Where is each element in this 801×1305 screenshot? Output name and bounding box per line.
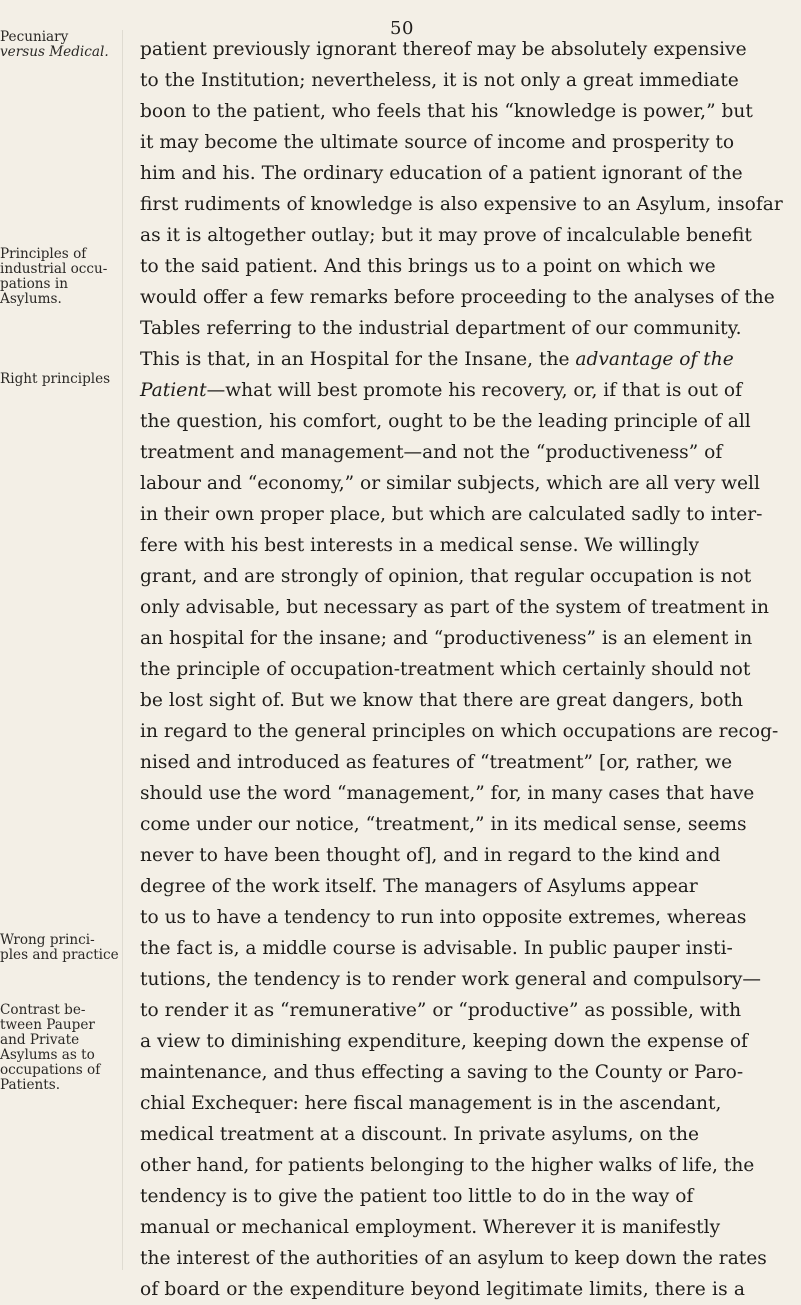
text-line: degree of the work itself. The managers of Asylums appear	[140, 876, 698, 897]
text-line: Tables referring to the industrial department of our community.	[140, 318, 742, 339]
text-line: would offer a few remarks before proceeding to the analyses of the	[140, 287, 775, 308]
text-line: tutions, the tendency is to render work general and compulsory—	[140, 969, 762, 990]
text-line: grant, and are strongly of opinion, that regular occupation is not	[140, 566, 752, 587]
text-line: first rudiments of knowledge is also expensive to an Asylum, insofar	[140, 194, 783, 215]
text-line: to the Institution; nevertheless, it is not only a great immediate	[140, 70, 739, 91]
text-line: the question, his comfort, ought to be the leading principle of all	[140, 411, 751, 432]
margin-note-line: ples and practice	[0, 947, 119, 963]
text-line: maintenance, and thus effecting a saving to the County or Paro-	[140, 1062, 744, 1083]
margin-note-line: occupations of	[0, 1062, 101, 1078]
margin-note-line: Right principles	[0, 371, 111, 387]
text-line: to render it as “remunerative” or “productive” as possible, with	[140, 1000, 742, 1021]
text-line: to the said patient. And this brings us to a point on which we	[140, 256, 716, 277]
text-line: manual or mechanical employment. Wherever it is manifestly	[140, 1217, 721, 1238]
margin-note-line: Asylums as to	[0, 1047, 95, 1063]
text-line: the interest of the authorities of an asylum to keep down the rates	[140, 1248, 767, 1269]
text-line: chial Exchequer: here fiscal management is in the ascendant,	[140, 1093, 722, 1114]
margin-note-line: Wrong princi-	[0, 932, 95, 948]
text-line: treatment and management—and not the “productiveness” of	[140, 442, 723, 463]
margin-note-line: tween Pauper	[0, 1017, 95, 1033]
text-line: in regard to the general principles on which occupations are recog-	[140, 721, 779, 742]
margin-note-wrong-principles	[0, 933, 122, 963]
margin-note-line: Patients.	[0, 1077, 61, 1093]
margin-note-right-principles	[0, 372, 122, 387]
margin-note-line: Principles of	[0, 246, 87, 262]
text-line: him and his. The ordinary education of a patient ignorant of the	[140, 163, 743, 184]
text-line: only advisable, but necessary as part of the system of treatment in	[140, 597, 769, 618]
text-line: fere with his best interests in a medical sense. We willingly	[140, 535, 699, 556]
margin-note-principles	[0, 247, 122, 307]
margin-note-line: and Private	[0, 1032, 80, 1048]
margin-note-pecuniary	[0, 30, 122, 60]
text-line: come under our notice, “treatment,” in its medical sense, seems	[140, 814, 747, 835]
text-line: as it is altogether outlay; but it may prove of incalculable benefit	[140, 225, 752, 246]
text-line: in their own proper place, but which are calculated sadly to inter-	[140, 504, 763, 525]
text-line: be lost sight of. But we know that there are great dangers, both	[140, 690, 743, 711]
body-text	[140, 34, 785, 1305]
text-line: the fact is, a middle course is advisable. In public pauper insti-	[140, 938, 733, 959]
text-line: of board or the expenditure beyond legitimate limits, there is a	[140, 1279, 746, 1300]
margin-note-line: versus Medical.	[0, 44, 109, 60]
margin-note-line: Pecuniary	[0, 29, 69, 45]
text-line: nised and introduced as features of “treatment” [or, rather, we	[140, 752, 733, 773]
text-line: Patient—what will best promote his recovery, or, if that is out of	[140, 380, 742, 401]
text-line: an hospital for the insane; and “productiveness” is an element in	[140, 628, 753, 649]
margin-note-line: Asylums.	[0, 291, 62, 307]
margin-note-line: pations in	[0, 276, 68, 292]
text-line: should use the word “management,” for, in many cases that have	[140, 783, 755, 804]
text-line: This is that, in an Hospital for the Insane, the advantage of the	[140, 349, 734, 370]
margin-note-line: industrial occu-	[0, 261, 108, 277]
text-line: to us to have a tendency to run into opposite extremes, whereas	[140, 907, 747, 928]
page-number: 50	[390, 18, 414, 39]
text-line: patient previously ignorant thereof may be absolutely expensive	[140, 39, 747, 60]
text-line: a view to diminishing expenditure, keeping down the expense of	[140, 1031, 748, 1052]
text-line: labour and “economy,” or similar subjects, which are all very well	[140, 473, 760, 494]
text-line: the principle of occupation-treatment which certainly should not	[140, 659, 751, 680]
margin-shadow	[122, 30, 123, 1270]
text-line: tendency is to give the patient too little to do in the way of	[140, 1186, 694, 1207]
text-line: it may become the ultimate source of income and prosperity to	[140, 132, 735, 153]
text-line: medical treatment at a discount. In private asylums, on the	[140, 1124, 699, 1145]
text-line: other hand, for patients belonging to the higher walks of life, the	[140, 1155, 755, 1176]
margin-note-line: Contrast be-	[0, 1002, 86, 1018]
text-line: never to have been thought of], and in regard to the kind and	[140, 845, 721, 866]
margin-note-contrast	[0, 1003, 122, 1093]
text-line: boon to the patient, who feels that his “knowledge is power,” but	[140, 101, 753, 122]
